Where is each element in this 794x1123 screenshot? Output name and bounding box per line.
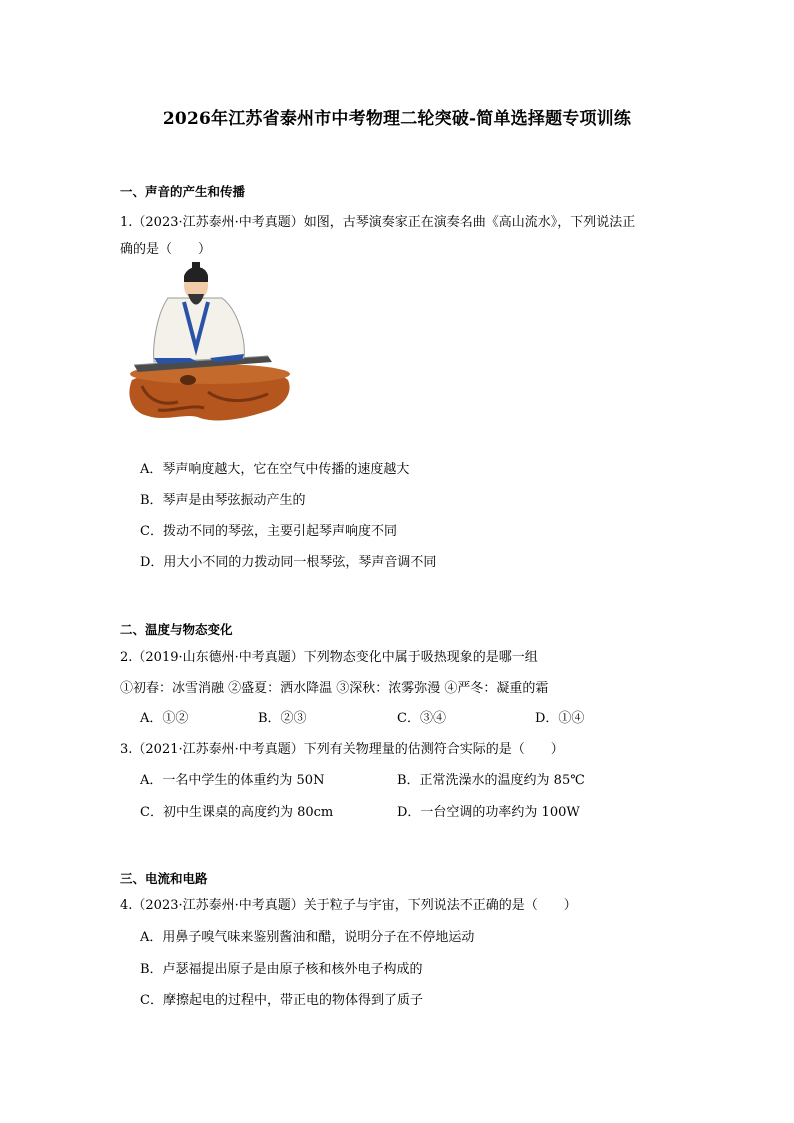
question-2-option-c: C．③④ bbox=[397, 711, 446, 726]
page-title: 2026年江苏省泰州市中考物理二轮突破-简单选择题专项训练 bbox=[162, 109, 632, 129]
question-1-stem: 1.（2023·江苏泰州·中考真题）如图，古琴演奏家正在演奏名曲《高山流水》，下列说法正 bbox=[120, 215, 636, 230]
question-4-option-c: C．摩擦起电的过程中，带正电的物体得到了质子 bbox=[140, 993, 423, 1008]
section-heading-circuits: 三、电流和电路 bbox=[120, 871, 208, 886]
question-4-option-b: B．卢瑟福提出原子是由原子核和核外电子构成的 bbox=[140, 962, 423, 977]
question-3-option-a: A．一名中学生的体重约为 50N bbox=[140, 773, 325, 788]
question-2-stem: 2.（2019·山东德州·中考真题）下列物态变化中属于吸热现象的是哪一组 bbox=[120, 650, 538, 665]
question-1-stem-continued: 确的是（ ） bbox=[120, 242, 212, 257]
question-4-stem: 4.（2023·江苏泰州·中考真题）关于粒子与宇宙，下列说法不正确的是（ ） bbox=[120, 898, 577, 913]
guqin-player-illustration bbox=[118, 262, 298, 422]
question-4-option-a: A．用鼻子嗅气味来鉴别酱油和醋，说明分子在不停地运动 bbox=[140, 930, 475, 945]
question-2-option-d: D．①④ bbox=[535, 711, 585, 726]
question-2-option-b: B．②③ bbox=[258, 711, 307, 726]
question-1-option-b: B．琴声是由琴弦振动产生的 bbox=[140, 493, 306, 508]
question-3-option-c: C．初中生课桌的高度约为 80cm bbox=[140, 805, 334, 820]
question-1-option-a: A．琴声响度越大，它在空气中传播的速度越大 bbox=[140, 462, 410, 477]
question-2-option-a: A．①② bbox=[140, 711, 189, 726]
question-1-option-d: D．用大小不同的力拨动同一根琴弦，琴声音调不同 bbox=[140, 555, 437, 570]
question-2-conditions: ①初春：冰雪消融 ②盛夏：洒水降温 ③深秋：浓雾弥漫 ④严冬：凝重的霜 bbox=[120, 681, 549, 696]
question-3-option-d: D．一台空调的功率约为 100W bbox=[397, 805, 580, 820]
section-heading-temperature: 二、温度与物态变化 bbox=[120, 622, 233, 637]
question-1-option-c: C．拨动不同的琴弦，主要引起琴声响度不同 bbox=[140, 524, 397, 539]
question-3-option-b: B．正常洗澡水的温度约为 85℃ bbox=[397, 773, 585, 788]
section-heading-sound: 一、声音的产生和传播 bbox=[120, 184, 246, 199]
question-3-stem: 3.（2021·江苏泰州·中考真题）下列有关物理量的估测符合实际的是（ ） bbox=[120, 742, 564, 757]
